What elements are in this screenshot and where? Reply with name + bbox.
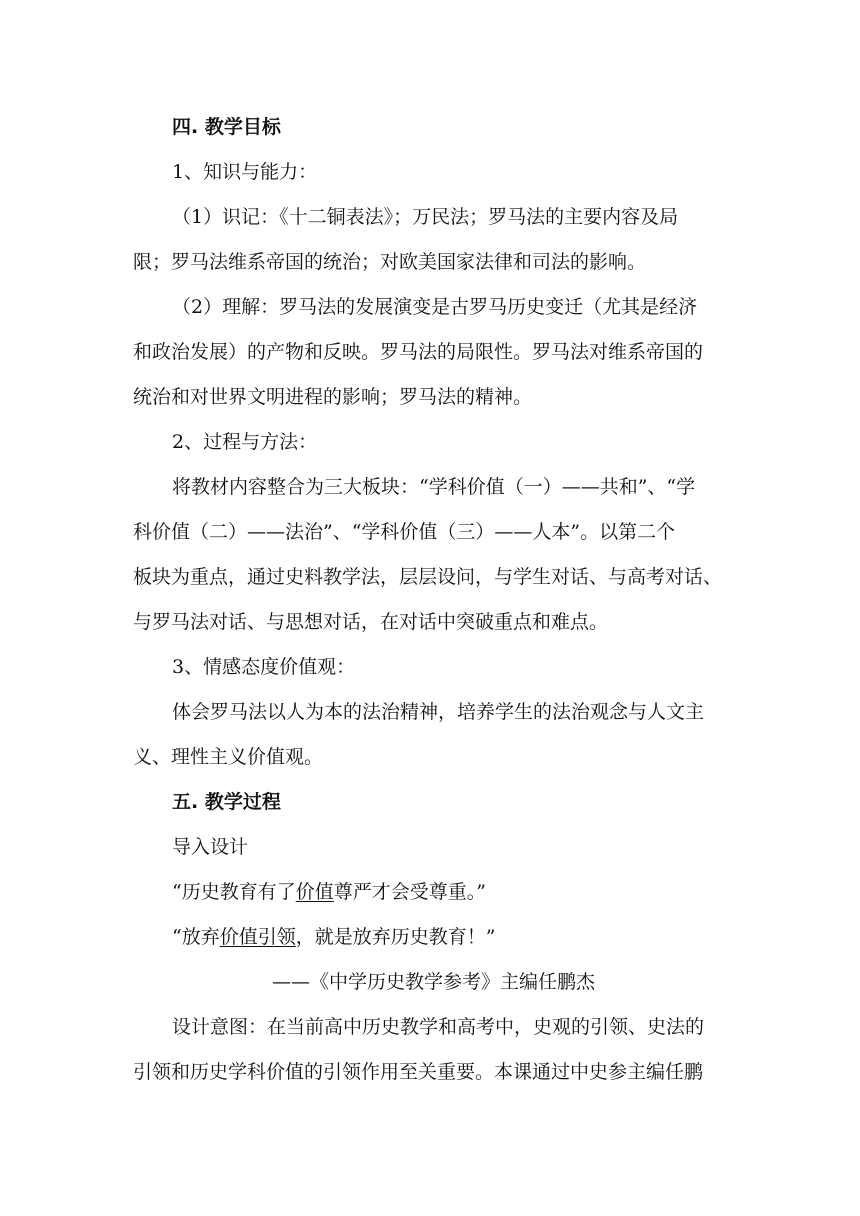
paragraph-line: 板块为重点，通过史料教学法，层层设问，与学生对话、与高考对话、 bbox=[133, 566, 723, 588]
paragraph-line: 与罗马法对话、与思想对话，在对话中突破重点和难点。 bbox=[133, 611, 609, 633]
paragraph-line: 引领和历史学科价值的引领作用至关重要。本课通过中史参主编任鹏 bbox=[133, 1061, 704, 1083]
paragraph-line: 设计意图：在当前高中历史教学和高考中，史观的引领、史法的 bbox=[172, 1016, 705, 1038]
subheading-process: 2、过程与方法： bbox=[172, 431, 318, 453]
paragraph-line: 体会罗马法以人为本的法治精神，培养学生的法治观念与人文主 bbox=[172, 701, 705, 723]
subheading-values: 3、情感态度价值观： bbox=[172, 656, 356, 678]
paragraph-line: 科价值（二）——法治”、“学科价值（三）——人本”。以第二个 bbox=[133, 521, 676, 543]
section-5-heading: 五. 教学过程 bbox=[172, 791, 281, 813]
paragraph-line: （2）理解：罗马法的发展演变是古罗马历史变迁（尤其是经济 bbox=[172, 296, 698, 318]
section-4-heading: 四. 教学目标 bbox=[172, 116, 281, 138]
quote-text: “放弃 bbox=[172, 926, 220, 948]
paragraph-line: （1）识记：《十二铜表法》；万民法；罗马法的主要内容及局 bbox=[172, 206, 679, 228]
quote-attribution: ——《中学历史教学参考》主编任鹏杰 bbox=[272, 971, 596, 993]
quote-1 bbox=[172, 878, 486, 906]
quote-underlined-text: 价值引领 bbox=[219, 926, 296, 948]
paragraph-line: 义、理性主义价值观。 bbox=[133, 746, 324, 768]
intro-design-label: 导入设计 bbox=[172, 836, 249, 858]
paragraph-line: 和政治发展）的产物和反映。罗马法的局限性。罗马法对维系帝国的 bbox=[133, 341, 704, 363]
quote-2 bbox=[172, 923, 495, 951]
paragraph-line: 统治和对世界文明进程的影响；罗马法的精神。 bbox=[133, 386, 533, 408]
quote-text: 尊严才会受尊重。” bbox=[333, 881, 486, 903]
paragraph-line: 限；罗马法维系帝国的统治；对欧美国家法律和司法的影响。 bbox=[133, 251, 647, 273]
paragraph-line: 将教材内容整合为三大板块：“学科价值（一）——共和”、“学 bbox=[172, 476, 696, 498]
quote-text: ，就是放弃历史教育！” bbox=[295, 926, 496, 948]
subheading-knowledge: 1、知识与能力： bbox=[172, 161, 318, 183]
quote-text: “历史教育有了 bbox=[172, 881, 296, 903]
quote-underlined-text: 价值 bbox=[295, 881, 334, 903]
